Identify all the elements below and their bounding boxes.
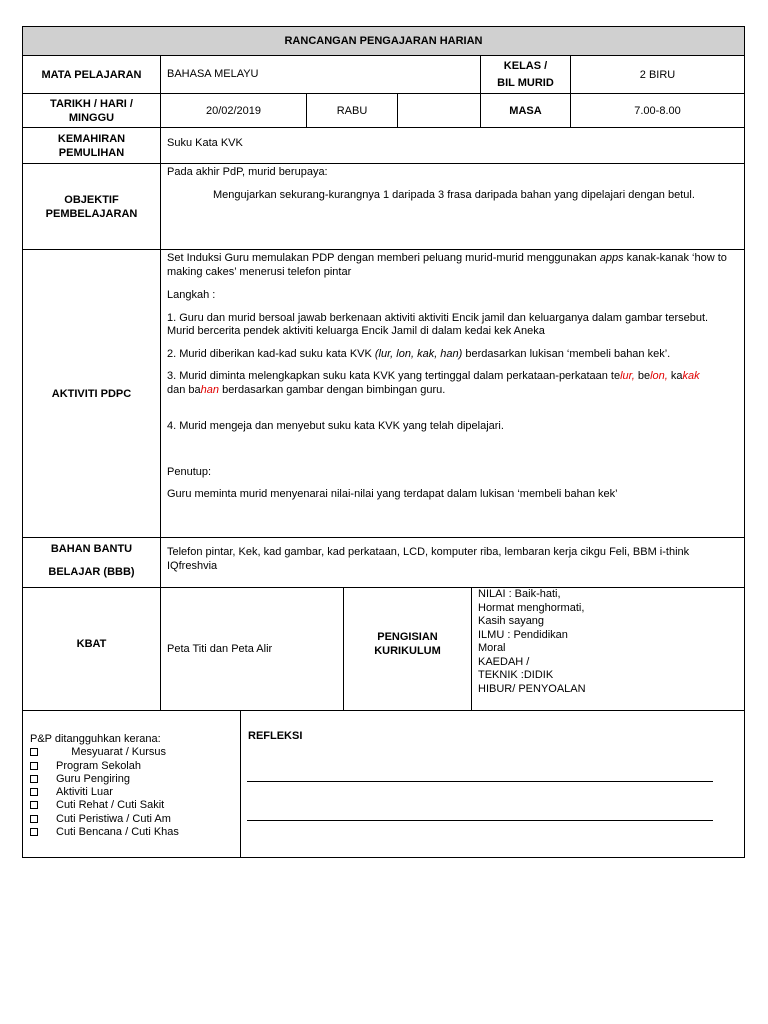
pengisian-line: Moral [478,642,506,654]
kelas-label-line2: BIL MURID [497,77,554,89]
tangguh-title: P&P ditangguhkan kerana: [30,733,161,745]
objektif-label [23,164,160,249]
bbb-label-line1: BAHAN BANTU [50,543,133,555]
masa-value: 7.00-8.00 [570,94,744,127]
set-induksi-text-b: kanak-kanak ‘how to making cakes’ menerusi telefon pintar [167,252,727,278]
pengisian-line: ILMU : Pendidikan [478,628,568,641]
checkbox[interactable] [30,748,38,756]
kemahiran-row [23,128,744,164]
checkbox[interactable] [30,815,38,823]
step-1: 1. Guru dan murid bersoal jawab berkenaan aktiviti aktiviti Encik jamil dan keluarganya dalam gambar tersebut. Murid bercerita pendek aktiviti keluarga Encik Jamil di dalam kedai kek Aneka [167,311,709,337]
step-2 [167,348,738,362]
kemahiran-label-line2: PEMULIHAN [58,146,125,159]
footer-row [23,711,744,857]
mata-pelajaran-value: BAHASA MELAYU [160,56,480,93]
objektif-content [160,164,744,249]
date-value: 20/02/2019 [160,94,306,127]
title-row [23,27,744,56]
reason-label: Mesyuarat / Kursus [56,746,167,759]
objektif-row [23,164,744,250]
aktiviti-row [23,250,744,538]
tangguh-reason [30,773,233,786]
step-3-text-e: berdasarkan gambar dengan bimbingan guru. [219,383,446,396]
step-4: 4. Murid mengeja dan menyebut suku kata KVK yang telah dipelajari. [167,420,504,432]
kbat-value: Peta Titi dan Peta Alir [160,588,343,710]
refleksi-section [240,711,744,857]
date-row [23,94,744,128]
tangguh-reason [30,760,233,773]
objektif-intro: Pada akhir PdP, murid berupaya: [167,166,328,178]
pengisian-line: NILAI : Baik-hati, [478,588,561,600]
set-induksi-apps: apps [599,252,624,264]
bbb-label [23,538,160,587]
kelas-label [480,56,570,93]
step-3-text-d: dan ba [167,383,201,396]
bbb-value: Telefon pintar, Kek, kad gambar, kad perkataan, LCD, komputer riba, lembaran kerja cikgu Feli, BBM i-think IQfreshvia [160,538,744,587]
pengisian-line: KAEDAH / [478,655,530,668]
kemahiran-label [23,128,160,163]
penutup-text: Guru meminta murid menyenarai nilai-nilai yang terdapat dalam lukisan ‘membeli bahan kek’ [167,488,618,500]
checkbox[interactable] [30,828,38,836]
reason-label: Program Sekolah [56,759,141,772]
objektif-item: Mengujarkan sekurang-kurangnya 1 daripada 3 frasa daripada bahan yang dipelajari dengan betul. [213,188,695,201]
tarikh-label-line1: TARIKH / HARI / [50,97,133,110]
step-3-syllable-2: lon, [650,370,668,382]
reason-label: Aktiviti Luar [56,786,113,799]
pengisian-label-line1: PENGISIAN [377,631,438,643]
week-value [397,94,480,127]
step-3-text-b: be [634,370,651,382]
set-induksi [167,252,738,279]
masa-label: MASA [480,94,570,127]
refleksi-line[interactable] [247,820,713,821]
pengisian-line: Kasih sayang [478,615,545,627]
pengisian-line: Hormat menghormati, [478,601,585,614]
step-3-text-a: 3. Murid diminta melengkapkan suku kata KVK yang tertinggal dalam perkataan-perkataan te [167,370,621,382]
subject-row [23,56,744,94]
refleksi-label: REFLEKSI [248,730,303,742]
checkbox[interactable] [30,788,38,796]
tangguh-reason [30,799,233,812]
step-3 [167,370,738,397]
kemahiran-value: Suku Kata KVK [160,128,744,163]
tangguh-section [23,711,240,857]
tangguh-reason [30,813,233,826]
bbb-row [23,538,744,588]
kelas-label-line1: KELAS / [503,60,548,72]
pengisian-list [471,588,744,710]
tangguh-reason [30,746,233,759]
kbat-row [23,588,744,711]
aktiviti-content [160,250,744,537]
step-2-text-a: 2. Murid diberikan kad-kad suku kata KVK [167,347,375,360]
step-3-text-c: ka [667,370,683,382]
reason-label: Cuti Bencana / Cuti Khas [56,826,179,839]
bbb-label-line2: BELAJAR (BBB) [48,566,135,578]
pengisian-line: HIBUR/ PENYOALAN [478,682,586,695]
tarikh-label [23,94,160,127]
kbat-label: KBAT [76,638,107,650]
langkah-heading: Langkah : [167,289,216,301]
checkbox[interactable] [30,762,38,770]
pengisian-label-line2: KURIKULUM [374,645,441,657]
objektif-label-line1: OBJEKTIF [64,193,119,206]
objektif-label-line2: PEMBELAJARAN [45,207,138,220]
tangguh-reason [30,826,233,839]
step-2-text-c: berdasarkan lukisan ‘membeli bahan kek’. [462,347,671,360]
set-induksi-text-a: Set Induksi Guru memulakan PDP dengan memberi peluang murid-murid menggunakan [167,252,600,264]
step-3-syllable-4: han [200,383,220,396]
day-value: RABU [306,94,397,127]
step-3-syllable-1: lur, [620,370,635,382]
checkbox[interactable] [30,775,38,783]
kelas-value: 2 BIRU [570,56,744,93]
kemahiran-label-line1: KEMAHIRAN [57,132,126,145]
mata-pelajaran-label: MATA PELAJARAN [41,68,142,81]
tarikh-label-line2: MINGGU [68,111,115,124]
page-title: RANCANGAN PENGAJARAN HARIAN [284,35,483,47]
reason-label: Cuti Rehat / Cuti Sakit [56,799,165,812]
step-3-syllable-3: kak [682,370,700,382]
pengisian-label [343,588,471,710]
checkbox[interactable] [30,801,38,809]
refleksi-line[interactable] [247,781,713,782]
reason-label: Guru Pengiring [56,772,130,785]
lesson-plan-table [22,26,745,858]
pengisian-line: TEKNIK :DIDIK [478,669,554,681]
reason-label: Cuti Peristiwa / Cuti Am [56,812,171,825]
step-2-syllables: (lur, lon, kak, han) [374,347,463,360]
tangguh-reason [30,786,233,799]
aktiviti-label: AKTIVITI PDPC [51,387,132,400]
penutup-heading: Penutup: [167,465,212,478]
